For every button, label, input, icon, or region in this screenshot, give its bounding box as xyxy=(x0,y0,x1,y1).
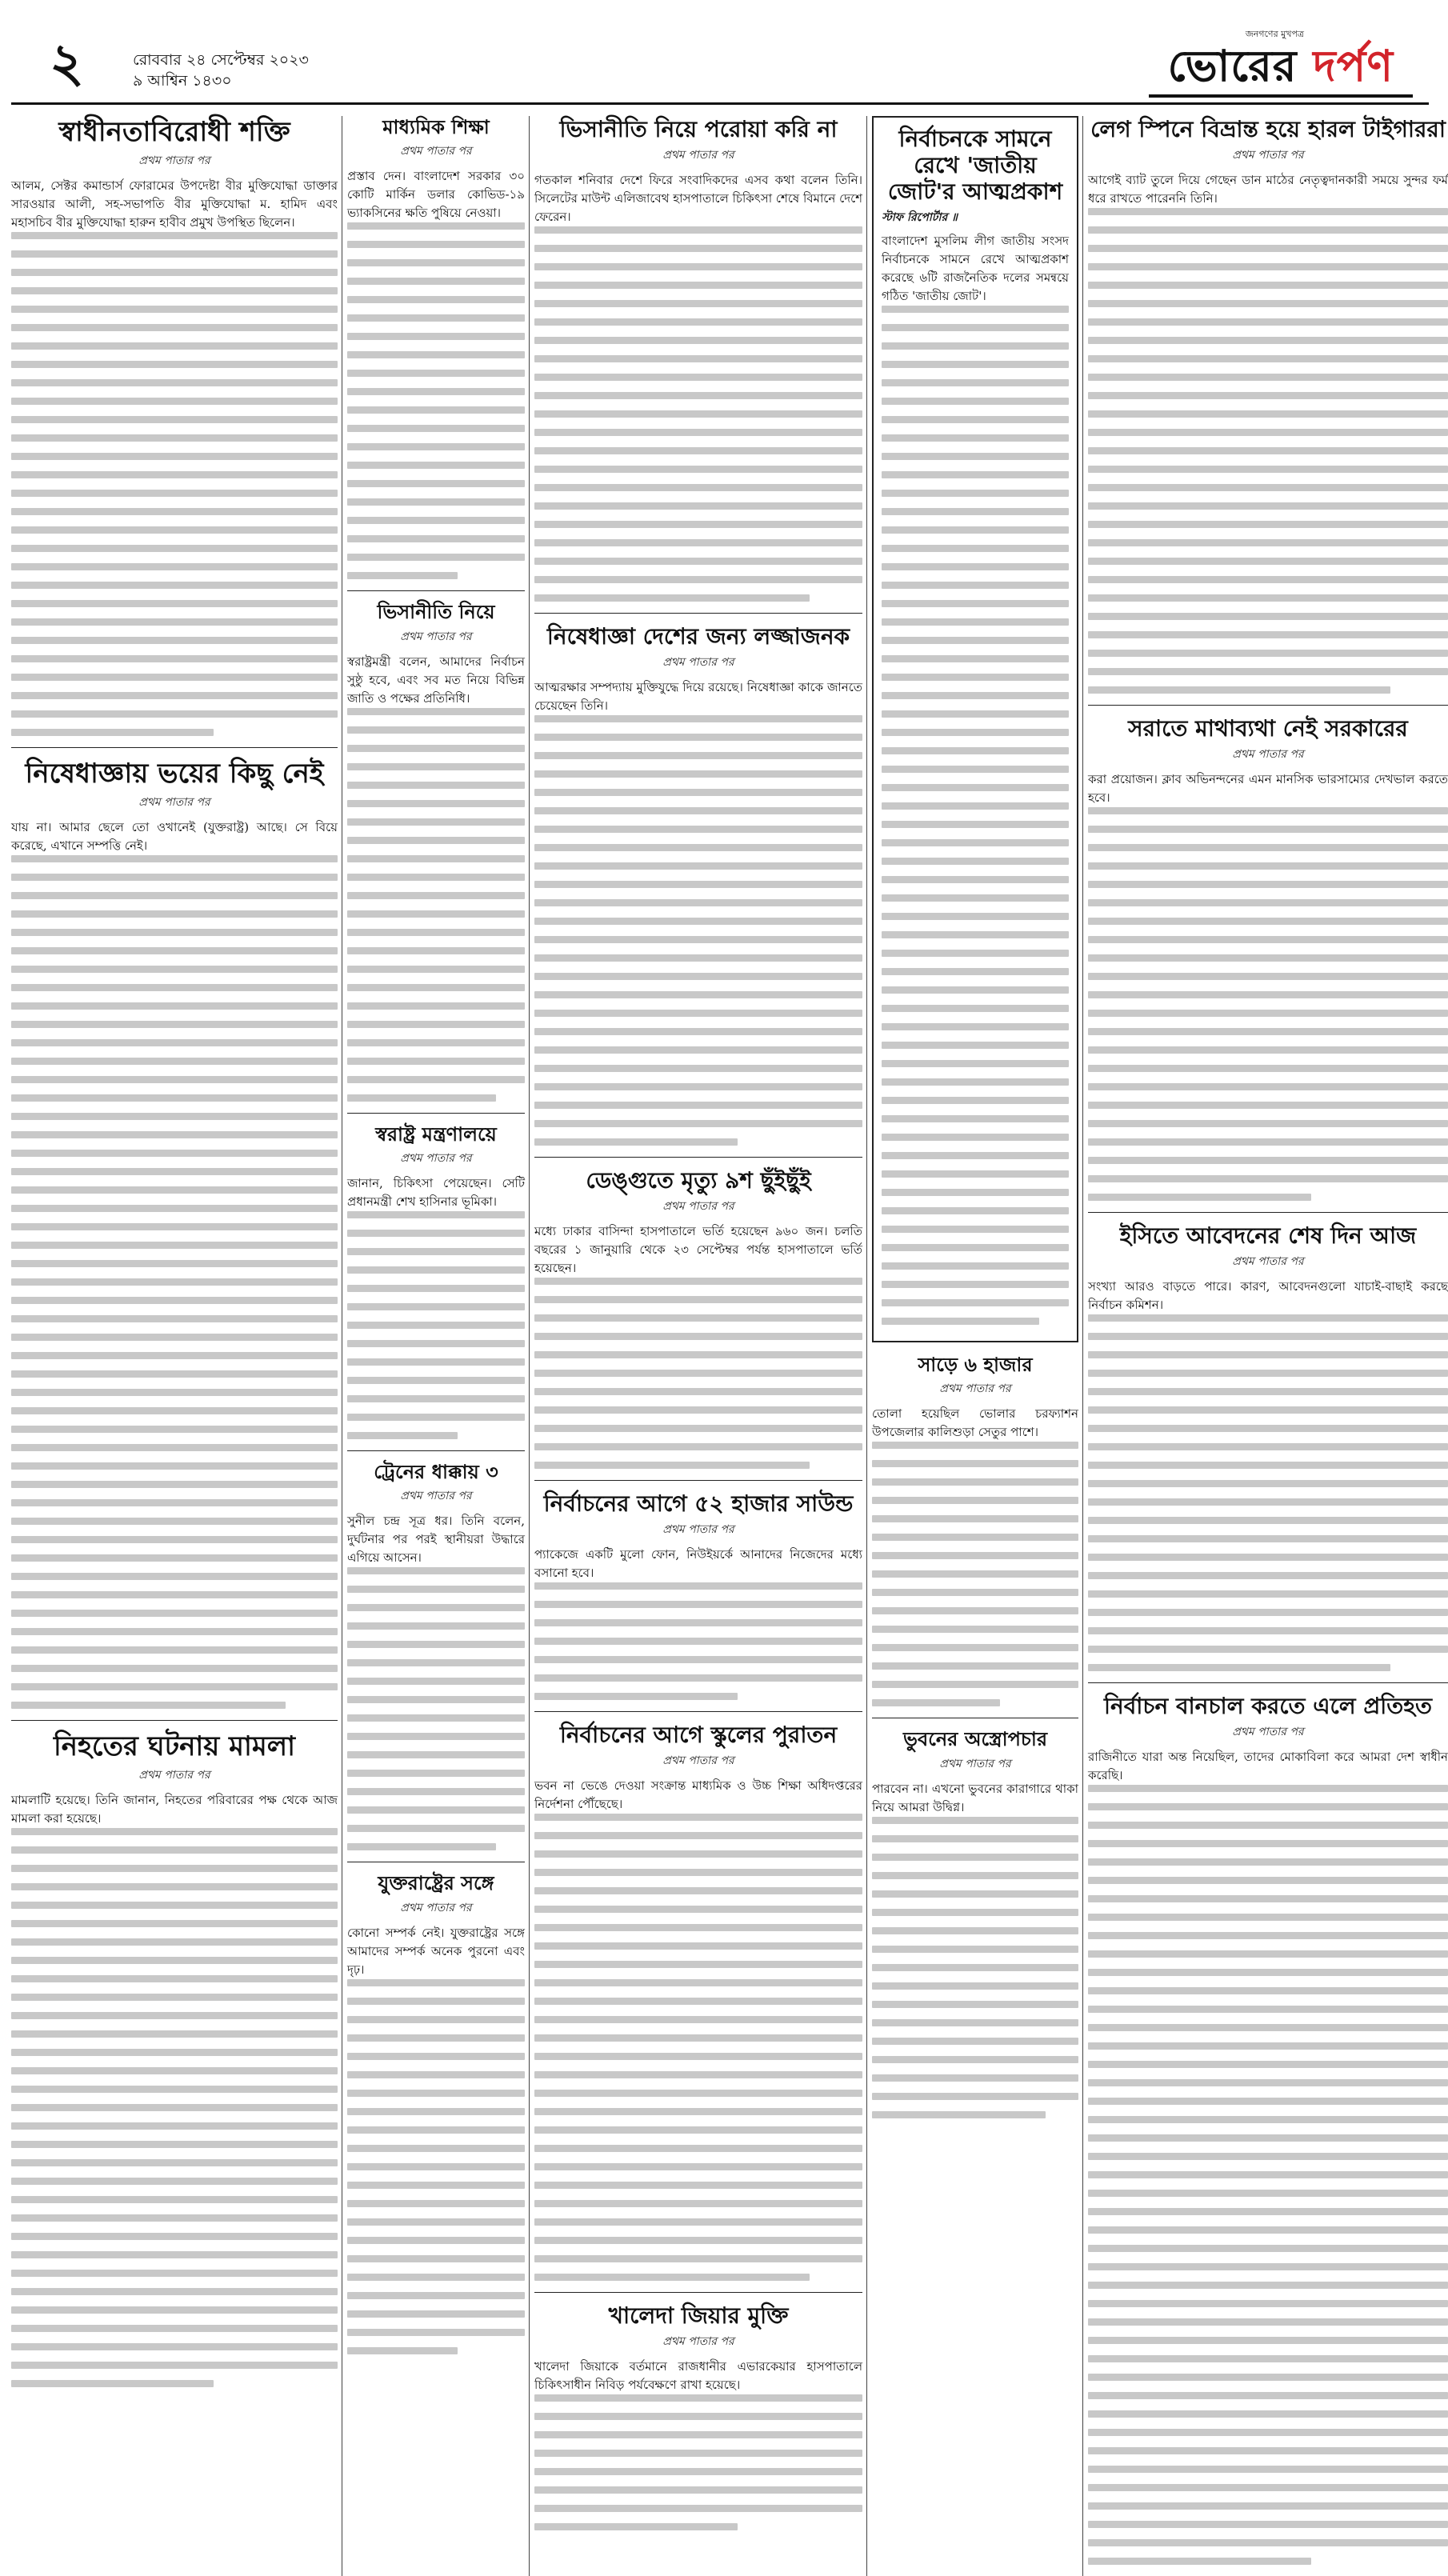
continued-from: প্রথম পাতার পর xyxy=(400,630,472,643)
article-body xyxy=(1088,171,1448,208)
article-text-block xyxy=(882,306,1069,1325)
divider xyxy=(1088,1212,1448,1213)
headline: ট্রেনের ধাক্কায় ৩ xyxy=(374,1460,498,1483)
article-body xyxy=(534,678,862,715)
article-lead: পারবেন না। এখনো ভুবনের কারাগারে থাকা নিয়ে আমরা উদ্বিগ্ন। xyxy=(872,1781,1078,1814)
continued-from: প্রথম পাতার পর xyxy=(662,1200,734,1214)
masthead xyxy=(11,14,1429,105)
article-lead: আগেই ব্যাট তুলে দিয়ে গেছেন ডান মাঠের নেতৃত্বদানকারী সময়ে সুন্দর ফর্ম ধরে রাখতে পারেননি তিনি। xyxy=(1088,173,1448,206)
article-text-block xyxy=(347,1979,525,2354)
continued-from: প্রথম পাতার পর xyxy=(400,145,472,158)
article-body xyxy=(534,171,862,226)
divider xyxy=(534,613,862,614)
headline: ভিসানীতি নিয়ে xyxy=(377,601,495,624)
article-lead: মধ্যে ঢাকার বাসিন্দা হাসপাতালে ভর্তি হয়েছেন ৯৬০ জন। চলতি বছরের ১ জানুয়ারি থেকে ২৩ সেপ্টেম্বর পর্যন্ত হাসপাতালে ভর্তি হয়েছেন। xyxy=(534,1224,862,1276)
headline: নিষেধাজ্ঞায় ভয়ের কিছু নেই xyxy=(25,758,324,790)
article-text-block xyxy=(11,855,338,1709)
divider xyxy=(347,1450,525,1451)
continued-from: প্রথম পাতার পর xyxy=(400,1901,472,1914)
headline: ভিসানীতি নিয়ে পরোয়া করি না xyxy=(559,116,838,142)
article-home-ministry xyxy=(347,1123,525,1439)
article-body xyxy=(347,1174,525,1211)
article-sanctions-no-fear xyxy=(11,758,338,1709)
column-2 xyxy=(347,116,525,2576)
headline: যুক্তরাষ্ট্রের সঙ্গে xyxy=(378,1872,494,1895)
article-body xyxy=(534,1222,862,1278)
headline: নির্বাচনের আগে ৫২ হাজার সাউন্ড xyxy=(543,1490,854,1518)
continued-from: প্রথম পাতার পর xyxy=(1232,1726,1304,1739)
article-text-block xyxy=(347,1211,525,1439)
article-lead: বাংলাদেশ মুসলিম লীগ জাতীয় সংসদ নির্বাচনকে সামনে রেখে আত্মপ্রকাশ করেছে ৬টি রাজনৈতিক দলের সমন্বয়ে গঠিত 'জাতীয় জোট'। xyxy=(882,234,1069,304)
article-lead: সুনীল চন্দ্র সূত্র ধর। তিনি বলেন, দুর্ঘটনার পর পরই স্থানীয়রা উদ্ধারে এগিয়ে আসেন। xyxy=(347,1514,525,1566)
article-khaleda-zia-release xyxy=(534,2302,862,2530)
divider xyxy=(534,1711,862,1712)
article-lead: প্যাকেজে একটি মুলো ফোন, নিউইয়র্কে আনাদের নিজেদের মধ্যে বসানো হবে। xyxy=(534,1547,862,1581)
article-text-block xyxy=(872,1817,1078,2118)
article-with-usa xyxy=(347,1872,525,2354)
brand-name-first: ভোরের xyxy=(1167,41,1298,91)
article-text-block xyxy=(534,715,862,1146)
article-text-block xyxy=(534,1582,862,1700)
continued-from: প্রথম পাতার পর xyxy=(939,1757,1011,1770)
article-secondary-education xyxy=(347,116,525,579)
article-body xyxy=(882,232,1069,306)
column-1 xyxy=(11,116,338,2576)
article-body xyxy=(872,1405,1078,1442)
article-visa-policy-short xyxy=(347,601,525,1101)
divider xyxy=(11,1720,338,1721)
date-english: রোববার ২৪ সেপ্টেম্বর ২০২৩ xyxy=(133,51,309,69)
headline: সাড়ে ৬ হাজার xyxy=(918,1354,1033,1377)
article-text-block xyxy=(534,1814,862,2281)
article-lead: রাজিনীতে যারা অন্ত নিয়েছিল, তাদের মোকাবিলা করে আমরা দেশ স্বাধীন করেছি। xyxy=(1088,1750,1448,1783)
article-body xyxy=(347,653,525,708)
column-3 xyxy=(534,116,862,2576)
article-text-block xyxy=(11,232,338,736)
article-text-block xyxy=(1088,807,1448,1201)
headline: মাধ্যমিক শিক্ষা xyxy=(382,116,490,138)
divider xyxy=(1088,1682,1448,1683)
article-text-block xyxy=(872,1442,1078,1706)
article-lead: আলম, সেক্টর কমান্ডার্স ফোরামের উপদেষ্টা বীর মুক্তিযোদ্ধা ডাক্তার সারওয়ার আলী, সহ-সভাপতি বীর মুক্তিযোদ্ধা ম. হামিদ এবং মহাসচিব বীর মুক্তিযোদ্ধা হারুন হাবীব প্রমুখ উপস্থিত ছিলেন। xyxy=(11,178,338,230)
article-lead: তোলা হয়েছিল ভোলার চরফ্যাশন উপজেলার কালিশুড়া সেতুর পাশে। xyxy=(872,1406,1078,1440)
continued-from: প্রথম পাতার পর xyxy=(662,656,734,670)
article-text-block xyxy=(347,222,525,579)
article-lead: সংখ্যা আরও বাড়তে পারে। কারণ, আবেদনগুলো যাচাই-বাছাই করছে নির্বাচন কমিশন। xyxy=(1088,1279,1448,1313)
article-lead: কোনো সম্পর্ক নেই। যুক্তরাষ্ট্রের সঙ্গে আমাদের সম্পর্ক অনেক পুরনো এবং দৃঢ়। xyxy=(347,1925,525,1977)
headline: সরাতে মাথাব্যথা নেই সরকারের xyxy=(1128,715,1408,742)
article-lead: মামলাটি হয়েছে। তিনি জানান, নিহতের পরিবারের পক্ষ থেকে আজ মামলা করা হয়েছে। xyxy=(11,1793,338,1826)
continued-from: প্রথম পাতার পর xyxy=(1232,1255,1304,1269)
divider xyxy=(347,1113,525,1114)
headline: স্বাধীনতাবিরোধী শক্তি xyxy=(58,116,290,148)
article-national-alliance xyxy=(872,116,1078,1342)
article-government-no-headache xyxy=(1088,715,1448,1201)
column-5 xyxy=(1088,116,1448,2576)
continued-from: প্রথম পাতার পর xyxy=(662,2335,734,2349)
brand-underline xyxy=(1149,94,1413,98)
headline: ডেঙ্গুতে মৃত্যু ৯শ ছুঁইছুঁই xyxy=(586,1167,811,1194)
continued-from: প্রথম পাতার পর xyxy=(662,1523,734,1537)
divider xyxy=(534,1480,862,1481)
headline: নির্বাচন বানচাল করতে এলে প্রতিহত xyxy=(1103,1693,1433,1720)
article-body xyxy=(534,1777,862,1814)
article-body xyxy=(11,1791,338,1828)
article-old-school-buildings xyxy=(534,1722,862,2281)
divider xyxy=(1088,705,1448,706)
article-body xyxy=(347,1924,525,1979)
divider xyxy=(534,1157,862,1158)
continued-from: প্রথম পাতার পর xyxy=(138,796,210,810)
article-lead: আত্মরক্ষার সম্পদ্যায় মুক্তিযুদ্ধে দিয়ে রয়েছে। নিষেধাজ্ঞা কাকে জানতে চেয়েছেন তিনি। xyxy=(534,680,862,714)
article-body xyxy=(11,177,338,232)
continued-from: প্রথম পাতার পর xyxy=(662,1754,734,1768)
article-case-filed xyxy=(11,1730,338,2387)
continued-from: প্রথম পাতার পর xyxy=(1232,149,1304,162)
article-resist-election-sabotage xyxy=(1088,1693,1448,2565)
headline: নিহতের ঘটনায় মামলা xyxy=(54,1730,295,1763)
article-lead: স্বরাষ্ট্রমন্ত্রী বলেন, আমাদের নির্বাচন সুষ্ঠু হবে, এবং সব মত নিয়ে বিভিন্ন জাতি ও পক্ষের প্রতিনিধি। xyxy=(347,654,525,706)
brand-tagline: জনগণের মুখপত্র xyxy=(1245,29,1304,39)
article-text-block xyxy=(11,1828,338,2387)
article-body xyxy=(534,2358,862,2394)
continued-from: প্রথম পাতার পর xyxy=(939,1382,1011,1396)
divider xyxy=(11,747,338,748)
article-bhuban-surgery xyxy=(872,1728,1078,2118)
brand-name xyxy=(1167,41,1394,91)
article-tigers-lost xyxy=(1088,116,1448,694)
article-sanctions-shameful xyxy=(534,623,862,1146)
article-lead: যায় না। আমার ছেলে তো ওখানেই (যুক্তরাষ্ট্র) আছে। সে বিয়ে করেছে, এখানে সম্পত্তি নেই। xyxy=(11,820,338,854)
article-text-block xyxy=(534,1278,862,1469)
headline: খালেদা জিয়ার মুক্তি xyxy=(608,2302,789,2330)
continued-from: প্রথম পাতার পর xyxy=(400,1151,472,1165)
headline: নির্বাচনের আগে স্কুলের পুরাতন xyxy=(559,1722,838,1749)
article-body xyxy=(347,1512,525,1567)
divider xyxy=(347,590,525,591)
article-text-block xyxy=(534,2394,862,2530)
article-train-accident xyxy=(347,1461,525,1850)
article-dengue-deaths xyxy=(534,1167,862,1469)
article-visa-policy-dont-care xyxy=(534,116,862,602)
date-bangla: ৯ আশ্বিন ১৪৩০ xyxy=(133,72,232,90)
article-body xyxy=(1088,1278,1448,1314)
headline: ইসিতে আবেদনের শেষ দিন আজ xyxy=(1119,1222,1417,1250)
article-body xyxy=(534,1546,862,1582)
page-number: ২ xyxy=(50,32,84,94)
article-body xyxy=(347,167,525,222)
article-grid xyxy=(11,116,1448,2393)
headline: নিষেধাজ্ঞা দেশের জন্য লজ্জাজনক xyxy=(546,623,850,650)
article-lead: জানান, চিকিৎসা পেয়েছেন। সেটি প্রধানমন্ত্রী শেখ হাসিনার ভূমিকা। xyxy=(347,1175,525,1209)
date-block xyxy=(133,50,309,91)
continued-from: প্রথম পাতার পর xyxy=(138,1769,210,1782)
headline: লেগ স্পিনে বিভ্রান্ত হয়ে হারল টাইগাররা xyxy=(1090,116,1446,142)
brand-name-second: দর্পণ xyxy=(1313,41,1394,91)
column-4 xyxy=(872,116,1078,2576)
continued-from: প্রথম পাতার পর xyxy=(1232,748,1304,762)
article-text-block xyxy=(1088,1785,1448,2565)
divider xyxy=(534,2292,862,2293)
continued-from: প্রথম পাতার পর xyxy=(400,1490,472,1503)
article-lead: ভবন না ভেঙে দেওয়া সংক্রান্ত মাধ্যমিক ও উচ্চ শিক্ষা অধিদপ্তরের নির্দেশনা পৌঁছেছে। xyxy=(534,1778,862,1812)
article-six-thousand xyxy=(872,1354,1078,1706)
article-ec-application-deadline xyxy=(1088,1222,1448,1671)
article-lead: খালেদা জিয়াকে বর্তমানে রাজধানীর এভারকেয়ার হাসপাতালে চিকিৎসাধীন নিবিড় পর্যবেক্ষণে রাখা হয়েছে। xyxy=(534,2359,862,2393)
article-lead: প্রস্তাব দেন। বাংলাদেশ সরকার ৩০ কোটি মার্কিন ডলার কোভিড-১৯ ভ্যাকসিনের ক্ষতি পুষিয়ে নেওয়া। xyxy=(347,169,525,221)
headline: স্বরাষ্ট্র মন্ত্রণালয়ে xyxy=(375,1122,497,1146)
article-body xyxy=(1088,1748,1448,1785)
article-text-block xyxy=(347,708,525,1102)
article-freedom-opponents xyxy=(11,116,338,736)
article-sound-systems xyxy=(534,1490,862,1700)
headline: নির্বাচনকে সামনে রেখে 'জাতীয় জোট'র আত্মপ্রকাশ xyxy=(887,126,1063,206)
article-text-block xyxy=(1088,1314,1448,1671)
article-lead: গতকাল শনিবার দেশে ফিরে সংবাদিকদের এসব কথা বলেন তিনি। সিলেটের মাউন্ট এলিজাবেথ হাসপাতালে চিকিৎসা শেষে বিমানে দেশে ফেরেন। xyxy=(534,173,862,225)
article-lead: করা প্রয়োজন। ক্লাব অভিনন্দনের এমন মানসিক ভারসাম্যের দেখভাল করতে হবে। xyxy=(1088,772,1448,806)
article-body xyxy=(1088,770,1448,807)
byline: স্টাফ রিপোর্টার ॥ xyxy=(882,211,958,225)
continued-from: প্রথম পাতার পর xyxy=(662,149,734,162)
article-body xyxy=(872,1780,1078,1817)
article-body xyxy=(11,818,338,855)
article-text-block xyxy=(534,226,862,602)
newspaper-logo xyxy=(1141,26,1413,98)
article-text-block xyxy=(347,1567,525,1850)
continued-from: প্রথম পাতার পর xyxy=(138,154,210,168)
article-text-block xyxy=(1088,208,1448,694)
headline: ভুবনের অস্ত্রোপচার xyxy=(902,1728,1048,1751)
